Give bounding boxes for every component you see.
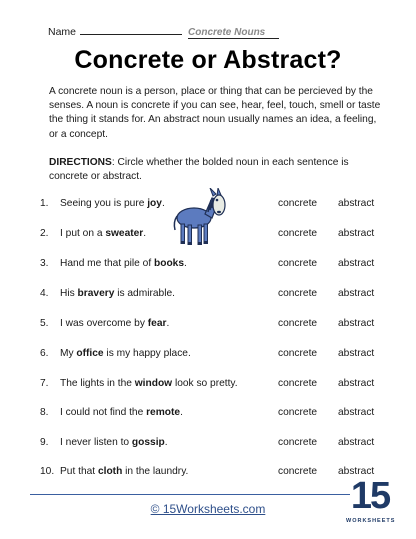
option-concrete[interactable]: concrete <box>278 378 318 389</box>
bolded-noun: window <box>134 378 173 389</box>
question-row <box>40 378 390 392</box>
bolded-noun: sweater <box>105 228 144 239</box>
option-abstract[interactable]: abstract <box>338 407 375 418</box>
option-abstract[interactable]: abstract <box>338 288 375 299</box>
option-abstract[interactable]: abstract <box>338 437 375 448</box>
question-row <box>40 348 390 362</box>
question-sentence <box>60 318 169 329</box>
question-sentence <box>60 437 168 448</box>
question-number: 8. <box>40 407 49 418</box>
sentence-after: . <box>184 258 187 269</box>
footer-divider <box>30 494 350 495</box>
option-abstract[interactable]: abstract <box>338 318 375 329</box>
15worksheets-logo <box>346 474 394 532</box>
bolded-noun: remote <box>146 407 181 418</box>
option-abstract[interactable]: abstract <box>338 348 375 359</box>
sentence-before: My <box>60 348 77 359</box>
sentence-after: . <box>180 407 183 418</box>
question-row <box>40 288 390 302</box>
option-concrete[interactable]: concrete <box>278 198 318 209</box>
question-number: 9. <box>40 437 49 448</box>
sentence-after: . <box>164 437 168 448</box>
option-concrete[interactable]: concrete <box>278 407 318 418</box>
option-concrete[interactable]: concrete <box>278 258 318 269</box>
option-concrete[interactable]: concrete <box>278 466 318 477</box>
option-concrete[interactable]: concrete <box>278 318 318 329</box>
name-label: Name <box>48 26 77 38</box>
bolded-noun: gossip <box>131 437 165 448</box>
question-number: 10. <box>40 466 55 477</box>
sentence-before: I could not find the <box>60 407 147 418</box>
option-abstract[interactable]: abstract <box>338 258 375 269</box>
bolded-noun: cloth <box>97 466 123 477</box>
bolded-noun: office <box>76 348 104 359</box>
sentence-before: His <box>60 288 78 299</box>
bolded-noun: fear <box>147 318 167 329</box>
sentence-after: . <box>161 198 165 209</box>
question-row <box>40 198 390 212</box>
question-row <box>40 258 390 272</box>
intro-paragraph: A concrete noun is a person, place or thing that can be percieved by the senses. A noun is concrete if you can see, hear, feel, touch, smell or taste the thing it stands for. An abstract noun usually names an idea, a feeling, or a concept. <box>49 86 381 140</box>
sentence-after: in the laundry. <box>122 466 189 477</box>
sentence-before: Seeing you is pure <box>60 198 148 209</box>
logo-word: WORKSHEETS <box>346 518 396 524</box>
sentence-after: . <box>143 228 147 239</box>
sentence-after: is admirable. <box>114 288 175 299</box>
question-number: 6. <box>40 348 49 359</box>
sentence-before: I never listen to <box>60 437 132 448</box>
question-sentence <box>60 348 191 359</box>
question-sentence <box>60 378 238 389</box>
option-concrete[interactable]: concrete <box>278 228 318 239</box>
option-concrete[interactable]: concrete <box>278 288 318 299</box>
option-concrete[interactable]: concrete <box>278 348 318 359</box>
sentence-after: is my happy place. <box>103 348 191 359</box>
bolded-noun: joy <box>147 198 162 209</box>
question-sentence <box>60 288 175 299</box>
option-abstract[interactable]: abstract <box>338 198 375 209</box>
question-sentence <box>60 466 188 477</box>
question-row <box>40 318 390 332</box>
question-row <box>40 407 390 421</box>
sentence-before: Put that <box>60 466 98 477</box>
sentence-before: I was overcome by <box>60 318 148 329</box>
question-number: 4. <box>40 288 49 299</box>
question-number: 1. <box>40 198 49 209</box>
question-sentence <box>60 258 187 269</box>
sentence-before: Hand me that pile of <box>60 258 155 269</box>
question-number: 5. <box>40 318 49 329</box>
worksheet-topic: Concrete Nouns <box>188 27 279 39</box>
bolded-noun: bravery <box>77 288 115 299</box>
question-sentence <box>60 407 183 418</box>
question-number: 3. <box>40 258 49 269</box>
directions-text: : Circle whether the bolded noun in each sentence is concrete or abstract. <box>49 157 349 183</box>
name-field[interactable] <box>80 24 182 35</box>
sentence-after: look so pretty. <box>172 378 238 389</box>
page-title: Concrete or Abstract? <box>74 46 342 74</box>
sentence-before: I put on a <box>60 228 106 239</box>
question-row <box>40 466 390 480</box>
sentence-before: The lights in the <box>60 378 135 389</box>
option-abstract[interactable]: abstract <box>338 378 375 389</box>
logo-number: 15 <box>350 475 390 517</box>
copyright-text[interactable]: © 15Worksheets.com <box>150 502 266 516</box>
question-row <box>40 437 390 451</box>
bolded-noun: books <box>154 258 185 269</box>
question-sentence <box>60 228 146 239</box>
option-abstract[interactable]: abstract <box>338 466 375 477</box>
directions-label: DIRECTIONS <box>49 157 112 168</box>
question-sentence <box>60 198 165 209</box>
question-number: 2. <box>40 228 49 239</box>
directions-paragraph <box>49 156 384 184</box>
question-row <box>40 228 390 242</box>
option-abstract[interactable]: abstract <box>338 228 375 239</box>
sentence-after: . <box>166 318 170 329</box>
question-number: 7. <box>40 378 49 389</box>
name-header <box>48 24 279 39</box>
option-concrete[interactable]: concrete <box>278 437 318 448</box>
